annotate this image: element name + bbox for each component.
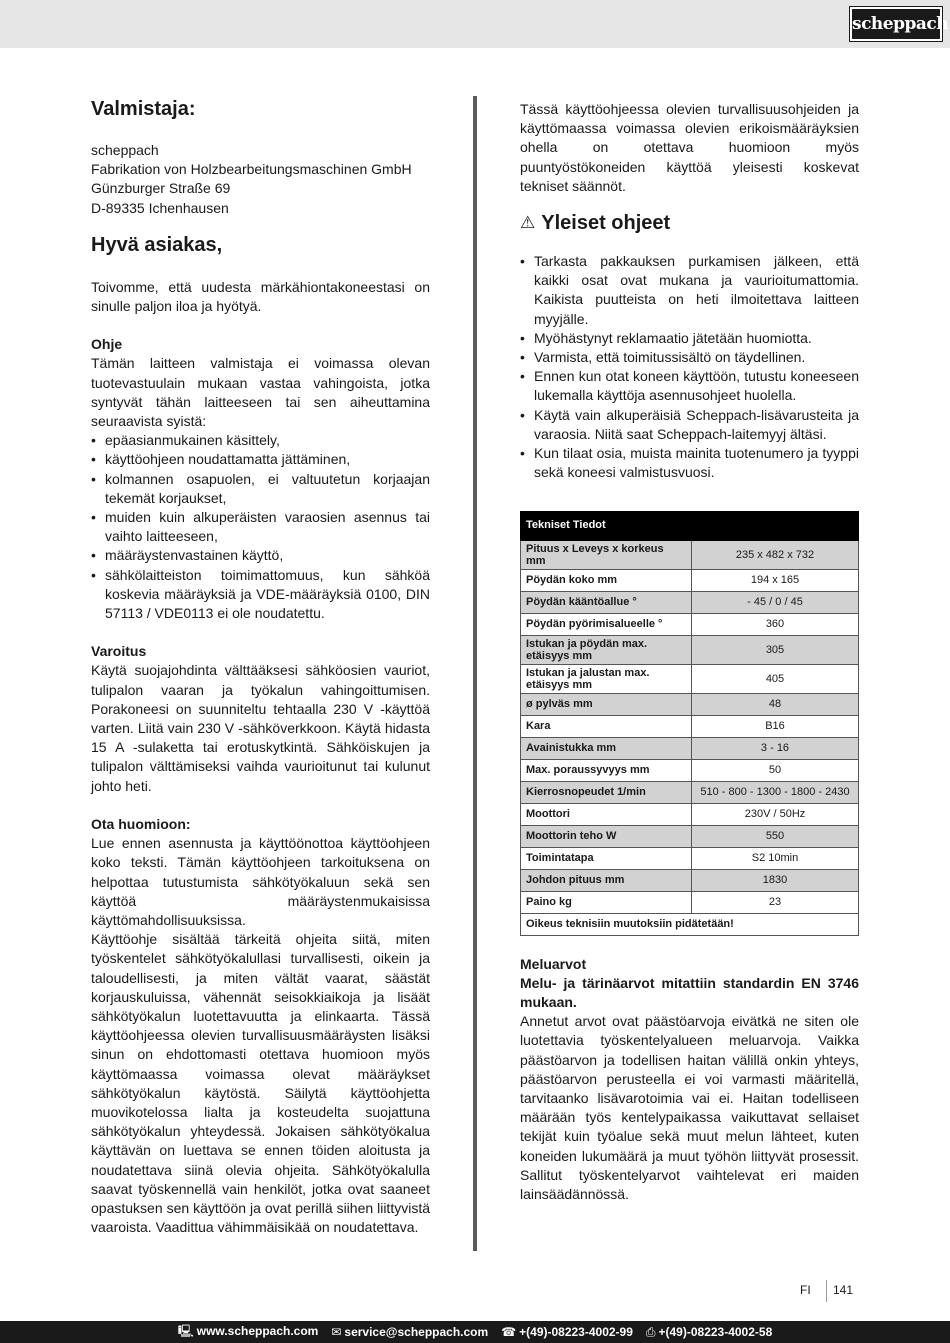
list-item: • sähkölaitteiston toimimattomuus, kun sähköä koskevia määräyksiä ja VDE-määräyksiä 0100, DIN 57113 / VDE0113 ei ole noudatettu.: [91, 566, 430, 624]
language-code: FI: [800, 1283, 811, 1297]
website-item: [178, 1322, 319, 1343]
general-heading-row: [520, 210, 859, 236]
address-line: Fabrikation von Holzbearbeitungsmaschinen GmbH: [91, 161, 412, 178]
spec-key: Kierrosnopeudet 1/min: [521, 781, 692, 803]
list-item: • muiden kuin alkuperäisten varaosien asennus tai vaihto laitteeseen,: [91, 508, 430, 546]
table-row: [521, 591, 859, 613]
noise-heading: Meluarvot: [520, 955, 587, 972]
warning-heading: Varoitus: [91, 643, 147, 660]
table-row: [521, 715, 859, 737]
attention-text: Lue ennen asennusta ja käyttöönottoa käyttöohjeen koko teksti. Tämän käyttöohjeen tarkoituksena on helpottaa tutustumista sähkötyökaluun sekä sen käyttöä määräystenmukaisissa käyttömahdollisuuksissa.: [91, 835, 430, 928]
contact-bar: [0, 1321, 950, 1343]
spec-table: [520, 511, 859, 935]
attention-heading: Ota huomioon:: [91, 815, 191, 832]
right-column: [520, 100, 859, 1204]
list-item: • Myöhästynyt reklamaatio jätetään huomiotta.: [520, 329, 859, 348]
phone-icon: ☎: [501, 1325, 517, 1339]
spec-key: Paino kg: [521, 891, 692, 913]
greeting-heading: Hyvä asiakas,: [91, 233, 223, 256]
header-bar: [0, 0, 950, 48]
spec-key: Max. poraussyvyys mm: [521, 759, 692, 781]
scheppach-logo: scheppach: [850, 7, 942, 41]
attention-text: Käyttöohje sisältää tärkeitä ohjeita siitä, miten työskentelet sähkötyökalullasi turvallisesti, oikein ja taloudellisesti, ja miten vältät vaarat, säästät korjauskuluissa, vähennät seisokkiaikoja ja lisäät sähkötyökalun luotettavuutta ja elinkaarta. Tässä käyttöohjeessa olevien turvallisuusmääräysten lisäksi sinun on ehdottomasti otettava huomioon myös käyttömaassa voimassa olevat määräykset sähkötyökalun käytöstä. Säilytä käyttöohjetta muovikotelossa lialta ja kosteudelta suojattuna sähkötyökalun yhteydessä. Jokaisen sähkötyökalua käyttävän on luettava se ennen töiden aloitusta ja noudatettava siinä olevia ohjeita. Sähkötyökalulla saavat työskennellä vain henkilöt, jotka ovat saaneet opastuksen sen käyttöön ja ovat perillä siihen liittyvistä vaaroista. Vaadittua vähimmäisikää on noudatettava.: [91, 931, 430, 1236]
table-row: [521, 847, 859, 869]
spec-value: 1830: [692, 869, 859, 891]
spec-value: 550: [692, 825, 859, 847]
mail-icon: ✉: [331, 1325, 342, 1339]
monitor-icon: 🖳: [177, 1323, 194, 1338]
table-row: [521, 869, 859, 891]
column-divider: [473, 96, 477, 1251]
spec-value: 194 x 165: [692, 569, 859, 591]
list-item: • käyttöohjeen noudattamatta jättäminen,: [91, 450, 430, 469]
list-item: • Ennen kun otat koneen käyttöön, tutustu koneeseen lukemalla käyttöja asennusohjeet huolella.: [520, 367, 859, 405]
spec-key: ø pylväs mm: [521, 693, 692, 715]
spec-value: 48: [692, 693, 859, 715]
spec-value: B16: [692, 715, 859, 737]
email-link[interactable]: service@scheppach.com: [344, 1325, 489, 1339]
spec-note: Oikeus teknisiin muutoksiin pidätetään!: [521, 913, 859, 935]
fax-item: [646, 1325, 772, 1340]
website-link[interactable]: www.scheppach.com: [196, 1323, 319, 1338]
list-item: • kolmannen osapuolen, ei valtuutetun korjaajan tekemät korjaukset,: [91, 470, 430, 508]
general-list: [520, 252, 859, 482]
table-row: [521, 781, 859, 803]
table-row: [521, 613, 859, 635]
address-line: scheppach: [91, 142, 159, 158]
greeting-text: Toivomme, että uudesta märkähiontakoneestasi on sinulle paljon iloa ja hyötyä.: [91, 278, 430, 315]
address-line: Günzburger Straße 69: [91, 180, 231, 197]
list-item: • Tarkasta pakkauksen purkamisen jälkeen, että kaikki osat ovat mukana ja vaurioitumattomia. Kaikista puutteista on heti ilmoitettava laitteen myyjälle.: [520, 252, 859, 329]
spec-value: 360: [692, 613, 859, 635]
spec-value: 510 - 800 - 1300 - 1800 - 2430: [692, 781, 859, 803]
spec-value: 3 - 16: [692, 737, 859, 759]
noise-text: Annetut arvot ovat päästöarvoja eivätkä ne siten ole luotettavia työskentelyalueen meluarvoja. Vaikka päästöarvon ja todellisen haitan välillä onkin yhteys, päästöarvon perusteella ei voi varmasti määritellä, tarvitaanko lisävarotoimia vai ei. Haitan todelliseen määrään työs kentelypaikassa vaikuttavat sellaiset tekijät kuin työalue sekä muut melun lähteet, kuten koneiden lukumäärä ja muut työhön liittyvät prosessit. Sallitut työskentelyarvot vaihtelevat eri maiden lainsäädännössä.: [520, 1013, 859, 1203]
table-row: [521, 569, 859, 591]
phone-item: [501, 1325, 633, 1339]
spec-value: - 45 / 0 / 45: [692, 591, 859, 613]
spec-key: Istukan ja jalustan max. etäisyys mm: [521, 664, 692, 693]
list-item: • määräystenvastainen käyttö,: [91, 546, 430, 565]
list-item: • Varmista, että toimitussisältö on täydellinen.: [520, 348, 859, 367]
list-item: • epäasianmukainen käsittely,: [91, 431, 430, 450]
list-item: • Käytä vain alkuperäisiä Scheppach-lisävarusteita ja varaosia. Niitä saat Scheppach-laitemyyj ältäsi.: [520, 406, 859, 444]
table-row: [521, 693, 859, 715]
spec-key: Johdon pituus mm: [521, 869, 692, 891]
table-row: [521, 759, 859, 781]
spec-key: Pituus x Leveys x korkeus mm: [521, 540, 692, 569]
table-row: [521, 891, 859, 913]
manufacturer-heading: Valmistaja:: [91, 98, 196, 120]
spec-value: S2 10min: [692, 847, 859, 869]
page-separator: [826, 1280, 827, 1302]
table-row: [521, 737, 859, 759]
page-number: 141: [833, 1283, 854, 1297]
table-row: [521, 664, 859, 693]
left-column: [91, 96, 430, 1237]
spec-key: Moottori: [521, 803, 692, 825]
fax-number: +(49)-08223-4002-58: [658, 1324, 773, 1339]
table-row: [521, 635, 859, 664]
manufacturer-address: [91, 141, 430, 218]
page-footer: [800, 1283, 854, 1297]
general-heading: Yleiset ohjeet: [541, 212, 671, 235]
note-heading: Ohje: [91, 336, 123, 353]
note-text: Tämän laitteen valmistaja ei voimassa olevan tuotevastuulain mukaan vastaa vahingoista, jotka syntyvät tähän laitteeseen tai sen aiheuttamina seuraavista syistä:: [91, 355, 430, 430]
spec-key: Pöydän pyörimisalueelle °: [521, 613, 692, 635]
spec-key: Pöydän kääntöallue °: [521, 591, 692, 613]
note-list: [91, 431, 430, 623]
spec-table-title: Tekniset Tiedot: [521, 512, 859, 540]
spec-value: 305: [692, 635, 859, 664]
spec-value: 50: [692, 759, 859, 781]
table-row: [521, 540, 859, 569]
table-row: [521, 803, 859, 825]
noise-subheading: Melu- ja tärinäarvot mitattiin standardin EN 3746 mukaan.: [520, 974, 859, 1011]
spec-key: Pöydän koko mm: [521, 569, 692, 591]
phone-number: +(49)-08223-4002-99: [519, 1325, 633, 1339]
warning-text: Käytä suojajohdinta välttääksesi sähköosien vauriot, tulipalon vaaran ja työkalun vahingoittumisen. Porakoneesi on suunniteltu tehtaalla 230 V -käyttöä varten. Liitä vain 230 V -sähköverkkoon. Käytä hidasta 15 A -sulaketta tai erotuskytkintä. Sähköiskujen ja tulipalon välttämiseksi vaihda vaurioitunut tai kulunut johto heti.: [91, 662, 430, 794]
address-line: D-89335 Ichenhausen: [91, 199, 229, 216]
email-item: [331, 1325, 488, 1339]
warning-triangle-icon: ⚠: [520, 213, 536, 233]
list-item: • Kun tilaat osia, muista mainita tuotenumero ja tyyppi sekä koneesi valmistusvuosi.: [520, 444, 859, 482]
spec-key: Istukan ja pöydän max. etäisyys mm: [521, 635, 692, 664]
fax-icon: ⎙: [645, 1324, 656, 1339]
intro-text: Tässä käyttöohjeessa olevien turvallisuusohjeiden ja käyttömaassa voimassa olevien erikoismääräyksien ohella on otettava huomioon myös puuntyöstökoneiden käyttöä yleisesti koskevat tekniset säännöt.: [520, 101, 859, 194]
spec-value: 23: [692, 891, 859, 913]
table-row: [521, 825, 859, 847]
spec-key: Moottorin teho W: [521, 825, 692, 847]
spec-key: Kara: [521, 715, 692, 737]
spec-value: 235 x 482 x 732: [692, 540, 859, 569]
table-row: [521, 913, 859, 935]
spec-value: 405: [692, 664, 859, 693]
spec-key: Avainistukka mm: [521, 737, 692, 759]
spec-value: 230V / 50Hz: [692, 803, 859, 825]
spec-key: Toimintatapa: [521, 847, 692, 869]
